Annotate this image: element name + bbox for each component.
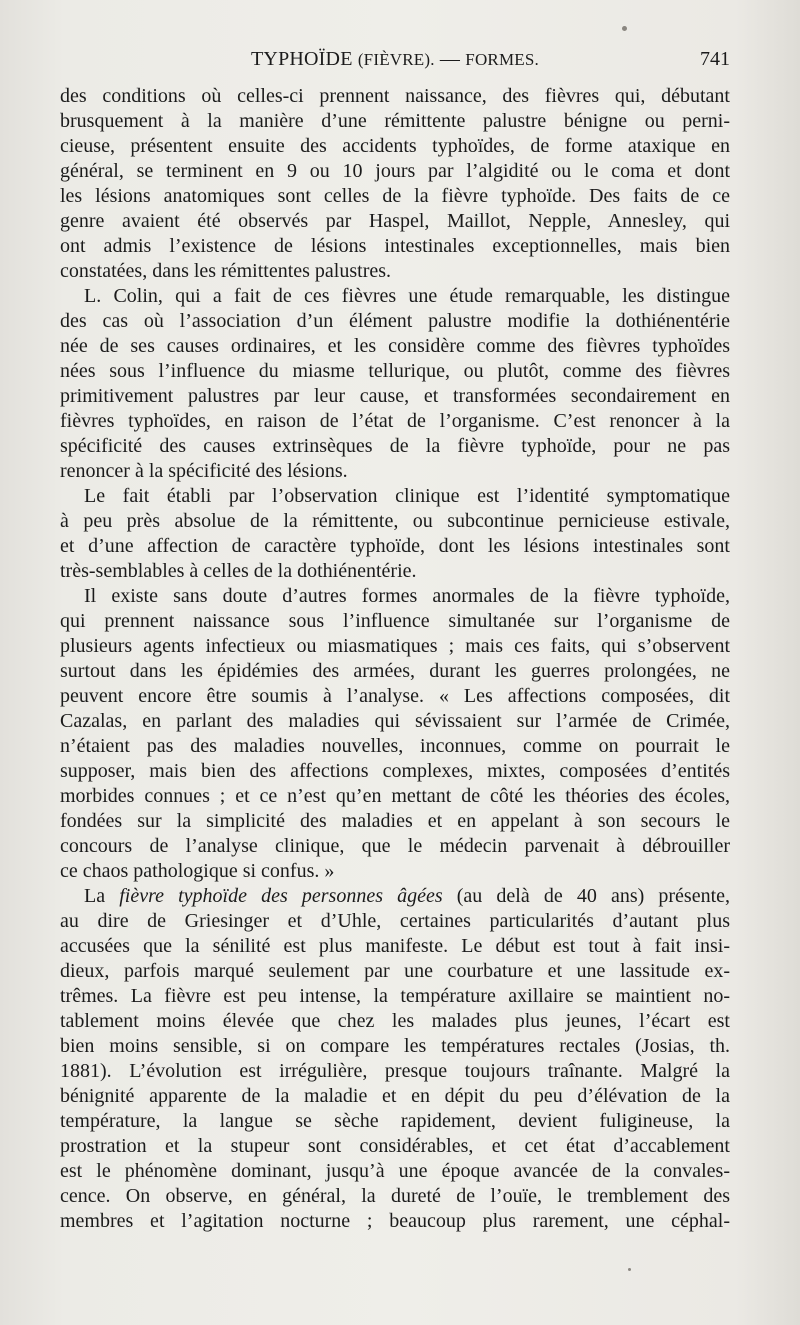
text-line: L. Colin, qui a fait de ces fièvres une étude remarquable, les distingue <box>84 285 730 307</box>
text-line: est le phénomène dominant, jusqu’à une époque avancée de la convales- <box>60 1160 730 1182</box>
text-line: tablement moins élevée que chez les malades plus jeunes, l’écart est <box>60 1010 730 1032</box>
text-line: les lésions anatomiques sont celles de la fièvre typhoïde. Des faits de ce <box>60 185 730 207</box>
text-line: qui prennent naissance sous l’influence simultanée sur l’organisme de <box>60 610 730 632</box>
text-line: dieux, parfois marqué seulement par une courbature et une lassitude ex- <box>60 960 730 982</box>
text-line: des conditions où celles-ci prennent naissance, des fièvres qui, débutant <box>60 85 730 107</box>
text-line: brusquement à la manière d’une rémittente palustre bénigne ou perni- <box>60 110 730 132</box>
header-title <box>60 48 730 71</box>
text-line: primitivement palustres par leur cause, et transformées secondairement en <box>60 385 730 407</box>
text-line: plusieurs agents infectieux ou miasmatiques ; mais ces faits, qui s’observent <box>60 635 730 657</box>
text-line: peuvent encore être soumis à l’analyse. « Les affections composées, dit <box>60 685 730 707</box>
text-line: au dire de Griesinger et d’Uhle, certaines particularités d’autant plus <box>60 910 730 932</box>
header-section: FORMES. <box>465 50 539 69</box>
italic-title: fièvre typhoïde des personnes âgées <box>119 885 443 907</box>
text-line: trêmes. La fièvre est peu intense, la température axillaire se maintient no- <box>60 985 730 1007</box>
text-line: Il existe sans doute d’autres formes anormales de la fièvre typhoïde, <box>84 585 730 607</box>
text-line: 1881). L’évolution est irrégulière, presque toujours traînante. Malgré la <box>60 1060 730 1082</box>
text-line: Cazalas, en parlant des maladies qui sévissaient sur l’armée de Crimée, <box>60 710 730 732</box>
text-line: genre avaient été observés par Haspel, Maillot, Nepple, Annesley, qui <box>60 210 730 232</box>
text-line: ce chaos pathologique si confus. » <box>60 860 335 882</box>
text-line: prostration et la stupeur sont considérables, et cet état d’accablement <box>60 1135 730 1157</box>
body-text <box>60 84 730 1234</box>
header-title-paren: (FIÈVRE). <box>357 50 435 69</box>
text-line: morbides connues ; et ce n’est qu’en mettant de côté les théories des écoles, <box>60 785 730 807</box>
text-line: température, la langue se sèche rapidement, devient fuligineuse, la <box>60 1110 730 1132</box>
text-line: bien moins sensible, si on compare les températures rectales (Josias, th. <box>60 1035 730 1057</box>
text-line: cence. On observe, en général, la dureté de l’ouïe, le tremblement des <box>60 1185 730 1207</box>
text-line: des cas où l’association d’un élément palustre modifie la dothiénentérie <box>60 310 730 332</box>
text-line: nées sous l’influence du miasme tellurique, ou plutôt, comme des fièvres <box>60 360 730 382</box>
text-line: surtout dans les épidémies des armées, durant les guerres prolongées, ne <box>60 660 730 682</box>
text-line: ont admis l’existence de lésions intestinales exceptionnelles, mais bien <box>60 235 730 257</box>
text-line: très-semblables à celles de la dothiénentérie. <box>60 560 417 582</box>
text-line: cieuse, présentent ensuite des accidents typhoïdes, de forme ataxique en <box>60 135 730 157</box>
text-line: n’étaient pas des maladies nouvelles, inconnues, comme on pourrait le <box>60 735 730 757</box>
running-header <box>60 48 730 78</box>
text-line: renoncer à la spécificité des lésions. <box>60 460 348 482</box>
text-line: fièvres typhoïdes, en raison de l’état de l’organisme. C’est renoncer à la <box>60 410 730 432</box>
text-line: constatées, dans les rémittentes palustres. <box>60 260 392 282</box>
paper-speck <box>628 1268 631 1271</box>
paper-speck <box>622 26 627 31</box>
header-title-main: TYPHOÏDE <box>251 48 353 70</box>
text-line: à peu près absolue de la rémittente, ou subcontinue pernicieuse estivale, <box>60 510 730 532</box>
text-line: spécificité des causes extrinsèques de la fièvre typhoïde, pour ne pas <box>60 435 730 457</box>
text-line: membres et l’agitation nocturne ; beaucoup plus rarement, une céphal- <box>60 1210 730 1232</box>
text-line: Le fait établi par l’observation clinique est l’identité symptomatique <box>84 485 730 507</box>
text-line: concours de l’analyse clinique, que le médecin parvenait à débrouiller <box>60 835 730 857</box>
text-line: fondées sur la simplicité des maladies et en appelant à son secours le <box>60 810 730 832</box>
page-number: 741 <box>700 48 730 70</box>
header-dash: — <box>439 48 461 70</box>
lead-word: La <box>84 885 106 907</box>
text-line: accusées que la sénilité est plus manifeste. Le début est tout à fait insi- <box>60 935 730 957</box>
text-line-tail: (au delà de 40 ans) présente, <box>456 885 731 907</box>
text-line: supposer, mais bien des affections complexes, mixtes, composées d’entités <box>60 760 730 782</box>
text-line: née de ses causes ordinaires, et les considère comme des fièvres typhoïdes <box>60 335 730 357</box>
text-line: général, se terminent en 9 ou 10 jours par l’algidité ou le coma et dont <box>60 160 730 182</box>
text-line-italic-start <box>60 884 730 909</box>
text-line: bénignité apparente de la maladie et en dépit du peu d’élévation de la <box>60 1085 730 1107</box>
text-line: et d’une affection de caractère typhoïde, dont les lésions intestinales sont <box>60 535 730 557</box>
